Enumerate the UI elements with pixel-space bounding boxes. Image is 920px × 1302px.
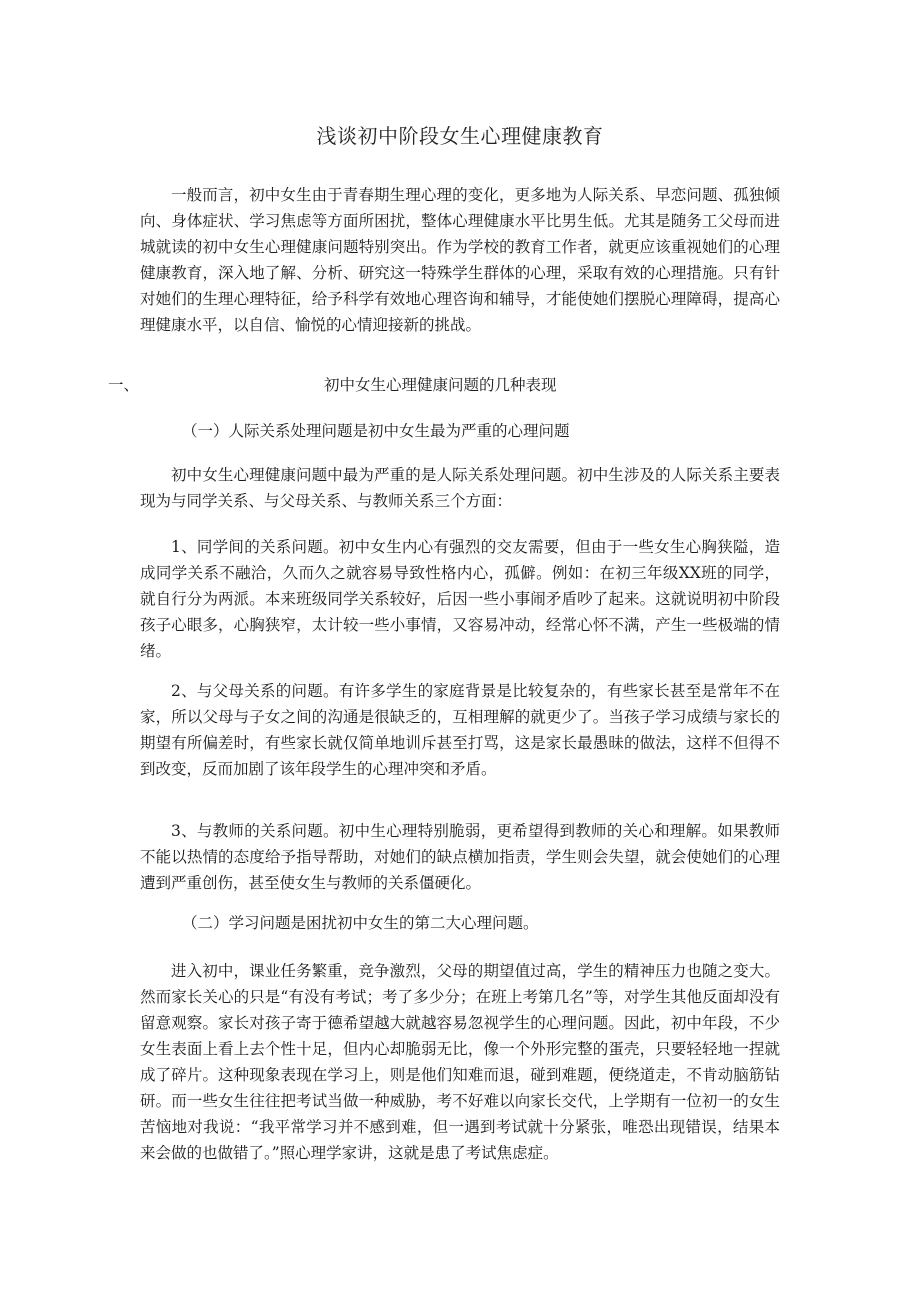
item-parents: 2、与父母关系的问题。有许多学生的家庭背景是比较复杂的，有些家长甚至是常年不在家，所以父母与子女之间的沟通是很缺乏的，互相理解的就更少了。当孩子学习成绩与家长的期望有所偏差时，有些家长就仅简单地训斥甚至打骂，这是家长最愚昧的做法，这样不但得不到改变，反而加剧了该年段学生的心理冲突和矛盾。 xyxy=(140,682,780,778)
section-heading-text: 初中女生心理健康问题的几种表现 xyxy=(324,376,557,394)
subsection-2-body: 进入初中，课业任务繁重，竞争激烈，父母的期望值过高，学生的精神压力也随之变大。然而家长关心的只是“有没有考试；考了多少分；在班上考第几名”等，对学生其他反面却没有留意观察。家长对孩子寄于德希望越大就越容易忽视学生的心理问题。因此，初中年段，不少女生表面上看上去个性十足，但内心却脆弱无比，像一个外形完整的蛋壳，只要轻轻地一捏就成了碎片。这种现象表现在学习上，则是他们知难而退，碰到难题，便绕道走，不肯动脑筋钻研。而一些女生往往把考试当做一种威胁，考不好难以向家长交代，上学期有一位初一的女生苦恼地对我说：“我平常学习并不感到难，但一遇到考试就十分紧张，唯恐出现错误，结果本来会做的也做错了。”照心理学家讲，这就是患了考试焦虑症。 xyxy=(140,962,780,1162)
item-teachers: 3、与教师的关系问题。初中生心理特别脆弱，更希望得到教师的关心和理解。如果教师不能以热情的态度给予指导帮助，对她们的缺点横加指责，学生则会失望，就会使她们的心理遭到严重创伤，甚至使女生与教师的关系僵硬化。 xyxy=(140,822,780,892)
intro-paragraph: 一般而言，初中女生由于青春期生理心理的变化，更多地为人际关系、早恋问题、孤独倾向、身体症状、学习焦虑等方面所困扰，整体心理健康水平比男生低。尤其是随务工父母而进城就读的初中女生心理健康问题特别突出。作为学校的教育工作者，就更应该重视她们的心理健康教育，深入地了解、分析、研究这一特殊学生群体的心理，采取有效的心理措施。只有针对她们的生理心理特征，给予科学有效地心理咨询和辅导，才能使她们摆脱心理障碍，提高心理健康水平，以自信、愉悦的心情迎接新的挑战。 xyxy=(140,186,780,334)
subsection-1-intro: 初中女生心理健康问题中最为严重的是人际关系处理问题。初中生涉及的人际关系主要表现为与同学关系、与父母关系、与教师关系三个方面： xyxy=(140,466,780,510)
subsection-heading-2: （二）学习问题是困扰初中女生的第二大心理问题。 xyxy=(182,914,539,932)
document-title: 浅谈初中阶段女生心理健康教育 xyxy=(316,124,604,148)
subsection-heading-1: （一）人际关系处理问题是初中女生最为严重的心理问题 xyxy=(182,422,570,440)
item-classmates: 1、同学间的关系问题。初中女生内心有强烈的交友需要，但由于一些女生心胸狭隘，造成同学关系不融洽，久而久之就容易导致性格内心，孤僻。例如：在初三年级XX班的同学，就自行分为两派。本来班级同学关系较好，后因一些小事闹矛盾吵了起来。这就说明初中阶段孩子心眼多，心胸狭窄，太计较一些小事情，又容易冲动，经常心怀不满，产生一些极端的情绪。 xyxy=(140,538,780,660)
section-number: 一、 xyxy=(108,376,140,394)
